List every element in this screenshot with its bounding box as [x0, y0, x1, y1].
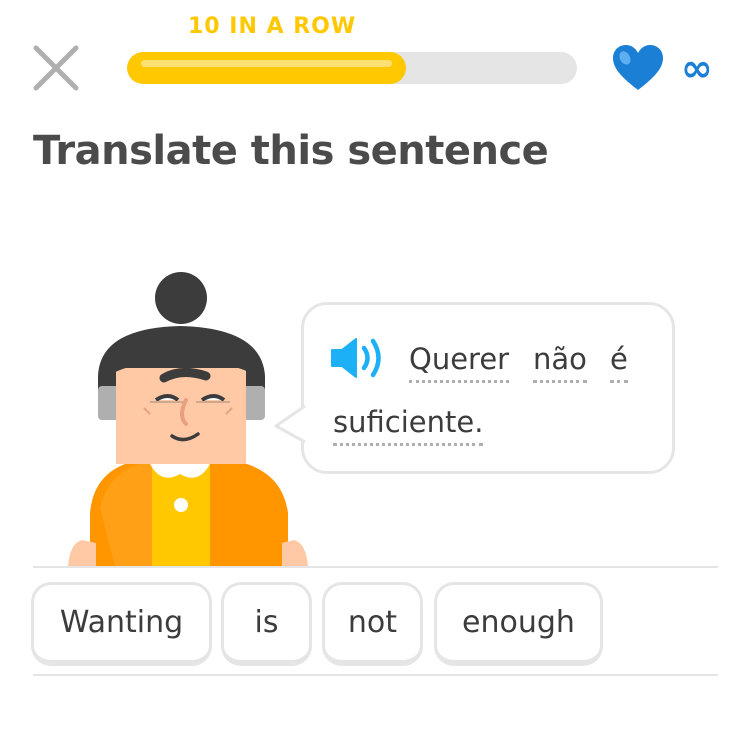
answer-line-divider	[33, 566, 718, 568]
prompt-word[interactable]: suficiente.	[333, 405, 483, 446]
word-tile-is[interactable]: is	[221, 582, 312, 666]
hearts-count: ∞	[681, 46, 713, 90]
heart-icon	[611, 44, 665, 92]
progress-fill	[127, 52, 406, 84]
streak-label: 10 IN A ROW	[188, 14, 357, 39]
word-tile-wanting[interactable]: Wanting	[31, 582, 212, 666]
prompt-word[interactable]: é	[610, 342, 628, 383]
close-button[interactable]	[30, 42, 82, 94]
progress-shine	[141, 60, 392, 67]
speaker-icon[interactable]	[330, 336, 386, 380]
progress-bar	[127, 52, 577, 84]
prompt-word[interactable]: não	[533, 342, 587, 383]
answer-line-divider	[33, 674, 718, 676]
page-title: Translate this sentence	[33, 128, 549, 174]
word-tile-enough[interactable]: enough	[434, 582, 603, 666]
speech-bubble	[301, 302, 675, 474]
speech-bubble-tail	[273, 404, 307, 444]
close-icon	[30, 42, 82, 94]
word-tile-not[interactable]: not	[322, 582, 423, 666]
prompt-word[interactable]: Querer	[409, 342, 509, 383]
